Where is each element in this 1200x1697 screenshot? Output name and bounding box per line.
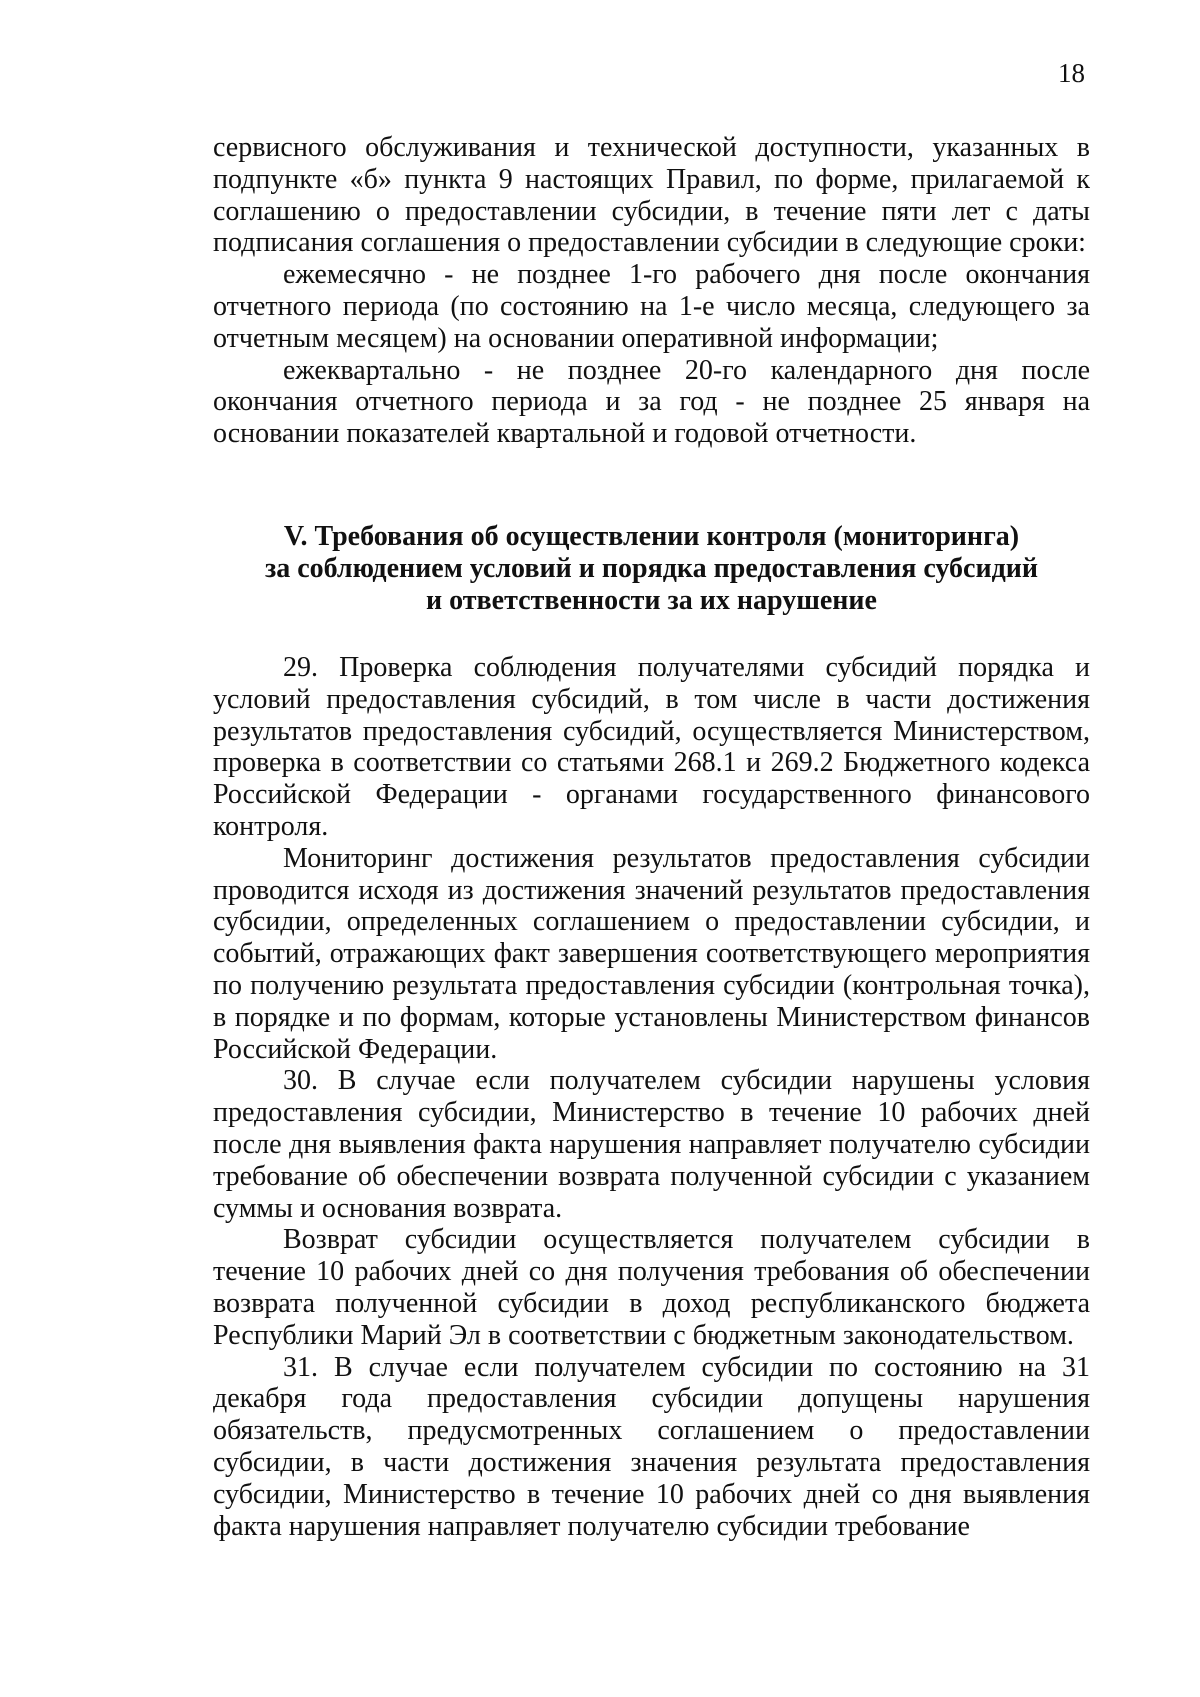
- section-heading-line: V. Требования об осуществлении контроля (мониторинга): [283, 521, 1020, 552]
- page-number: 18: [1058, 58, 1085, 88]
- paragraph-29: 29. Проверка соблюдения получателями субсидий порядка и условий предоставления субсидий, в том числе в части достижения результатов предоставления субсидий, осуществляется Министерством, проверка в соответствии со статьями 268.1 и 269.2 Бюджетного кодекса Российской Федерации - органами государственного финансового контроля.: [213, 652, 1090, 842]
- section-heading-line: и ответственности за их нарушение: [426, 584, 877, 616]
- paragraph: сервисного обслуживания и технической доступности, указанных в подпункте «б» пункта 9 настоящих Правил, по форме, прилагаемой к соглашению о предоставлении субсидии, в течение пяти лет с даты подписания соглашения о предоставлении субсидии в следующие сроки:: [213, 132, 1090, 259]
- paragraph-31: 31. В случае если получателем субсидии по состоянию на 31 декабря года предоставления субсидии допущены нарушения обязательств, предусмотренных соглашением о предоставлении субсидии, в части достижения значения результата предоставления субсидии, Министерство в течение 10 рабочих дней со дня выявления факта нарушения направляет получателю субсидии требование: [213, 1351, 1090, 1542]
- paragraph: Мониторинг достижения результатов предоставления субсидии проводится исходя из достижения значений результатов предоставления субсидии, определенных соглашением о предоставлении субсидии, и событий, отражающих факт завершения соответствующего мероприятия по получению результата предоставления субсидии (контрольная точка), в порядке и по формам, которые установлены Министерством финансов Российской Федерации.: [213, 842, 1090, 1065]
- section-heading-line: за соблюдением условий и порядка предоставления субсидий: [264, 552, 1039, 584]
- paragraph-30: 30. В случае если получателем субсидии нарушены условия предоставления субсидии, Министерство в течение 10 рабочих дней после дня выявления факта нарушения направляет получателю субсидии требование об обеспечении возврата полученной субсидии с указанием суммы и основания возврата.: [213, 1065, 1090, 1224]
- section-heading: [213, 521, 1090, 616]
- paragraph: ежемесячно - не позднее 1-го рабочего дня после окончания отчетного периода (по состоянию на 1-е число месяца, следующего за отчетным месяцем) на основании оперативной информации;: [213, 259, 1090, 354]
- paragraph: Возврат субсидии осуществляется получателем субсидии в течение 10 рабочих дней со дня получения требования об обеспечении возврата полученной субсидии в доход республиканского бюджета Республики Марий Эл в соответствии с бюджетным законодательством.: [213, 1224, 1090, 1351]
- section-body: [213, 652, 1090, 1542]
- intro-text-block: [213, 132, 1090, 450]
- paragraph: ежеквартально - не позднее 20-го календарного дня после окончания отчетного периода и за год - не позднее 25 января на основании показателей квартальной и годовой отчетности.: [213, 354, 1090, 450]
